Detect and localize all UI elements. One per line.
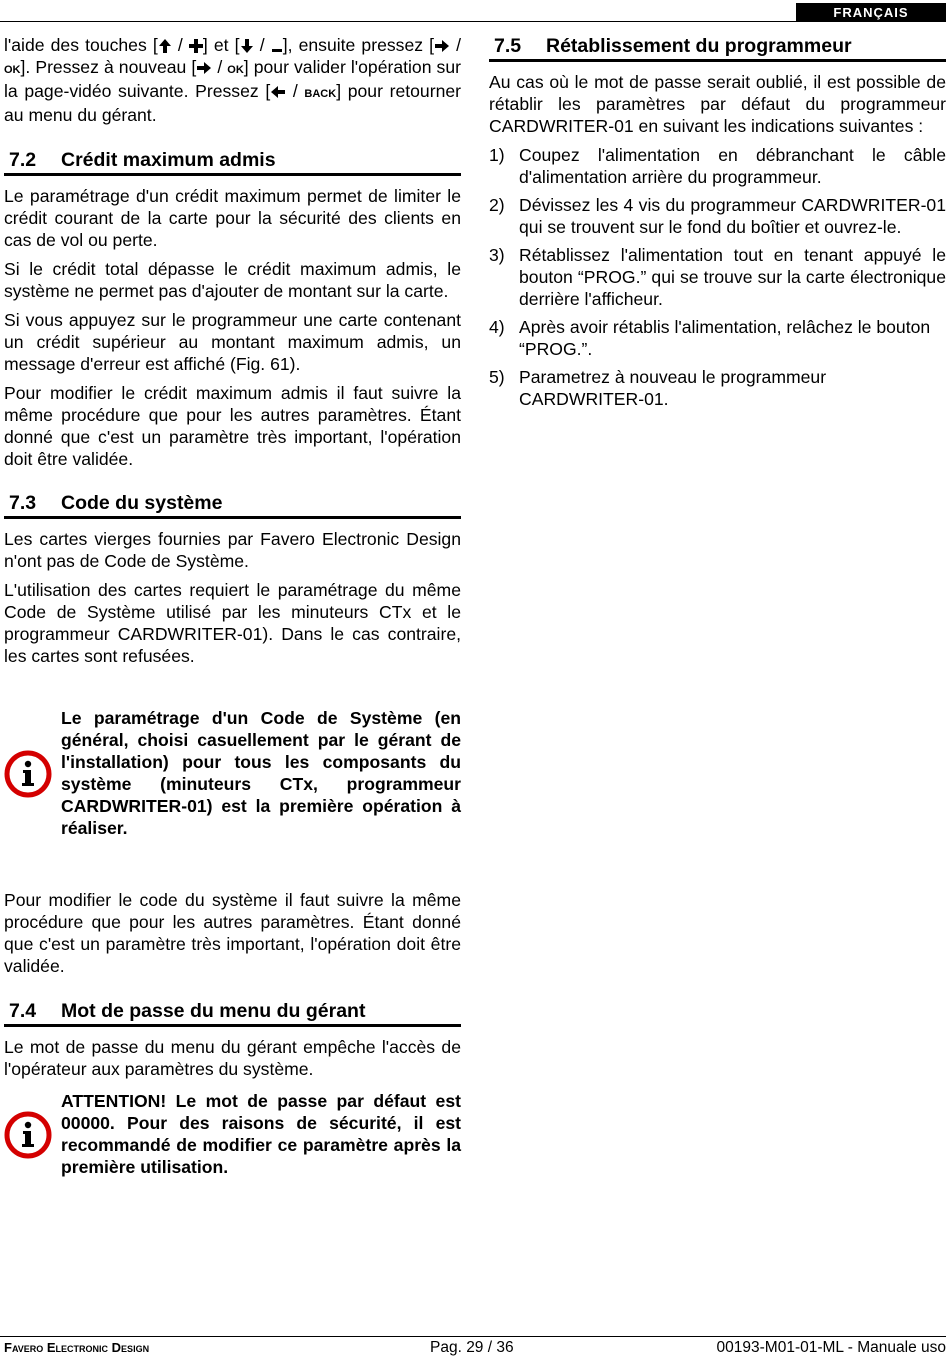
section-7-2-paragraph-4: Pour modifier le crédit maximum admis il faut suivre la même procédure que pour les autres paramètres. Étant donné que c'est un paramètre très important, l'opération doit être validée. <box>4 383 461 469</box>
section-7-3-paragraph-2: L'utilisation des cartes requiert le paramétrage du même Code de Système utilisé par les minuteurs CTx et le programmeur CARDWRITER-01). Dans le cas contraire, les cartes sont refusées. <box>4 580 461 666</box>
list-item: 2) Dévissez les 4 vis du programmeur CARDWRITER-01 qui se trouvent sur le fond du boîtier et ouvrez-le. <box>489 195 946 237</box>
section-7-4-paragraph-1: Le mot de passe du menu du gérant empêche l'accès de l'opérateur aux paramètres du système. <box>4 1037 461 1079</box>
minus-icon <box>271 39 283 53</box>
back-key-label: back <box>304 84 337 101</box>
right-arrow-icon <box>434 39 450 53</box>
intro-paragraph: l'aide des touches [ / ] et [ / ], ensuite pressez [ / ok]. Pressez à nouveau [ / ok] pour valider l'opération sur la page-vidéo suivante. Pressez [ / back] pour retourner au menu du gérant. <box>4 35 462 125</box>
password-note: ATTENTION! Le mot de passe par défaut est 00000. Pour des raisons de sécurité, il est recommandé de modifier ce paramètre après la première utilisation. <box>4 1090 461 1178</box>
section-7-3-heading: 7.3 Code du système <box>4 491 461 519</box>
up-arrow-icon <box>158 38 172 54</box>
ok-key-label: ok <box>4 60 21 77</box>
language-badge: FRANÇAIS <box>796 3 946 22</box>
info-icon <box>4 1111 52 1159</box>
section-7-2-paragraph-2: Si le crédit total dépasse le crédit maximum admis, le système ne permet pas d'ajouter de montant sur la carte. <box>4 259 461 301</box>
info-icon <box>4 750 52 798</box>
section-7-3-paragraph-3: Pour modifier le code du système il faut suivre la même procédure que pour les autres paramètres. Étant donné que c'est un paramètre très important, l'opération doit être validée. <box>4 890 461 976</box>
section-7-2-paragraph-3: Si vous appuyez sur le programmeur une carte contenant un crédit supérieur au montant maximum admis, un message d'erreur est affiché (Fig. 61). <box>4 310 461 374</box>
list-item: 5) Parametrez à nouveau le programmeur CARDWRITER-01. <box>489 367 827 409</box>
footer-page-number: Pag. 29 / 36 <box>430 1339 514 1356</box>
list-item: 1) Coupez l'alimentation en débranchant le câble d'alimentation arrière du programmeur. <box>489 145 946 187</box>
list-item: 4) Après avoir rétablis l'alimentation, relâchez le bouton “PROG.”. <box>489 317 931 359</box>
right-arrow-icon <box>196 61 212 75</box>
list-item: 3) Rétablissez l'alimentation tout en tenant appuyé le bouton “PROG.” qui se trouve sur la carte électronique derrière l'afficheur. <box>489 245 946 309</box>
section-7-5-paragraph-1: Au cas où le mot de passe serait oublié, il est possible de rétablir les paramètres par défaut du programmeur CARDWRITER-01 en suivant les indications suivantes : <box>489 72 946 136</box>
plus-icon <box>189 39 203 53</box>
left-column <box>4 34 461 1178</box>
footer-document-id: 00193-M01-01-ML - Manuale uso <box>716 1339 946 1356</box>
footer-company: Favero Electronic Design <box>4 1340 150 1355</box>
footer-rule <box>0 1336 946 1337</box>
left-arrow-icon <box>270 85 286 99</box>
right-column <box>489 34 946 416</box>
section-7-2-paragraph-1: Le paramétrage d'un crédit maximum permet de limiter le crédit courant de la carte pour la sécurité des clients en cas de vol ou perte. <box>4 186 461 250</box>
reset-steps-list <box>489 144 946 410</box>
system-code-note: Le paramétrage d'un Code de Système (en général, choisi casuellement par le gérant de l'installation) pour tous les composants du système (minuteurs CTx, programmeur CARDWRITER-01) est la première opération à réaliser. <box>4 707 461 839</box>
section-7-5-heading: 7.5 Rétablissement du programmeur <box>489 34 946 62</box>
ok-key-label: ok <box>227 60 244 77</box>
section-7-3-paragraph-1: Les cartes vierges fournies par Favero Electronic Design n'ont pas de Code de Système. <box>4 529 461 571</box>
section-7-2-heading: 7.2 Crédit maximum admis <box>4 148 461 176</box>
down-arrow-icon <box>240 38 254 54</box>
section-7-4-heading: 7.4 Mot de passe du menu du gérant <box>4 999 461 1027</box>
